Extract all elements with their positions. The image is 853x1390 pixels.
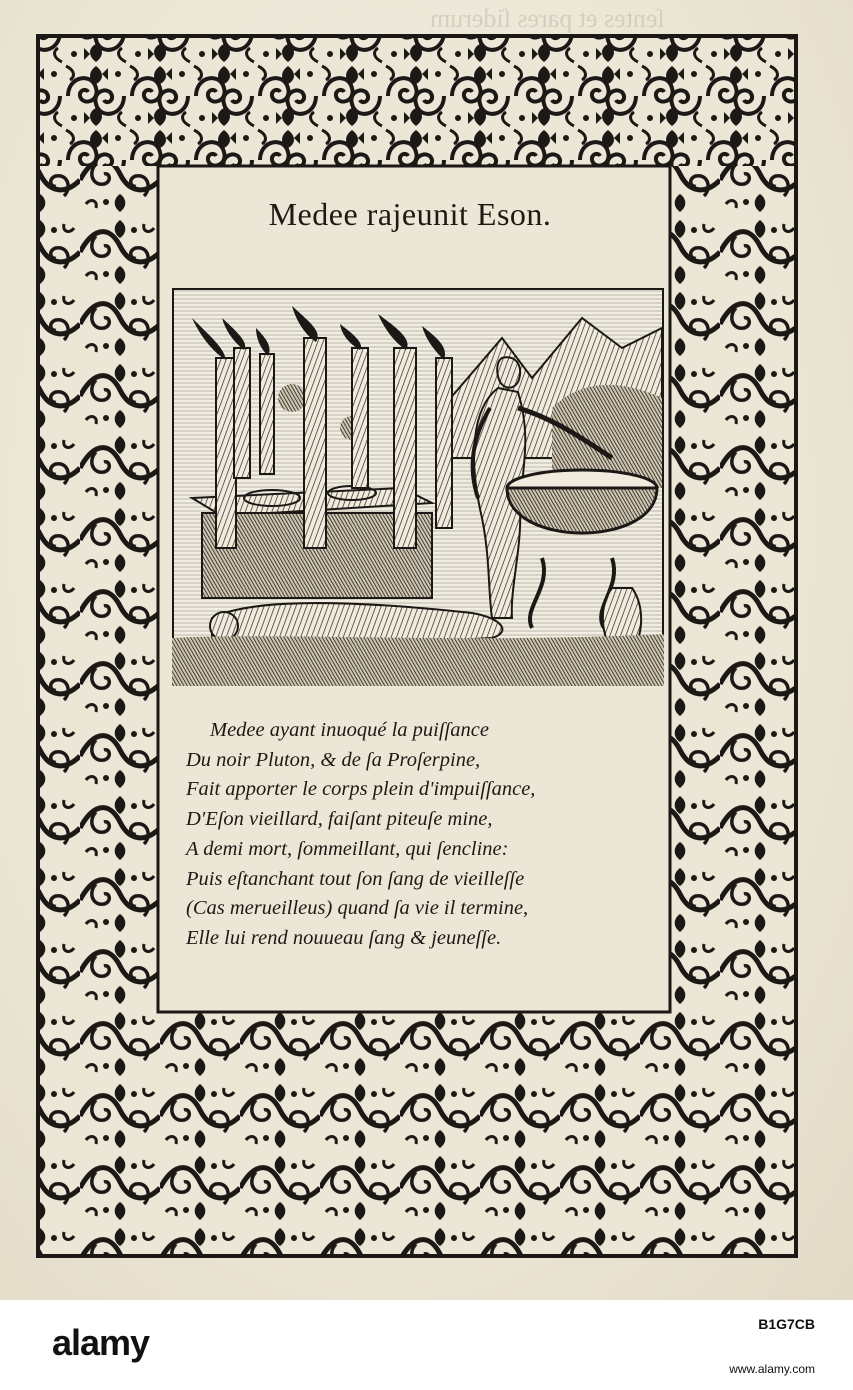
poem: [186, 716, 626, 954]
poem-line: D'Eſon vieillard, faiſant piteuſe mine,: [186, 808, 493, 831]
poem-line: (Cas merueilleus) quand ſa vie il termine,: [186, 897, 529, 920]
bleed-through-text: ſentes et pares ſiderum: [430, 4, 665, 33]
poem-line: Puis eſtanchant tout ſon ſang de vieilleſſe: [186, 867, 525, 890]
watermark-footer: [0, 1300, 853, 1390]
source-url: www.alamy.com: [729, 1362, 815, 1376]
poem-line: Fait apporter le corps plein d'impuiſſance,: [186, 778, 536, 801]
poem-line: Elle lui rend nouueau ſang & jeuneſſe.: [186, 926, 502, 949]
poem-line: Medee ayant inuoqué la puiſſance: [210, 719, 489, 741]
image-id: B1G7CB: [758, 1316, 815, 1332]
poem-line: A demi mort, ſommeillant, qui ſencline:: [186, 837, 509, 860]
page-title: Medee rajeunit Eson.: [268, 196, 552, 232]
woodcut-illustration: [172, 288, 664, 686]
alamy-logo: alamy: [52, 1322, 150, 1363]
poem-line: Du noir Pluton, & de ſa Proſerpine,: [186, 748, 481, 771]
